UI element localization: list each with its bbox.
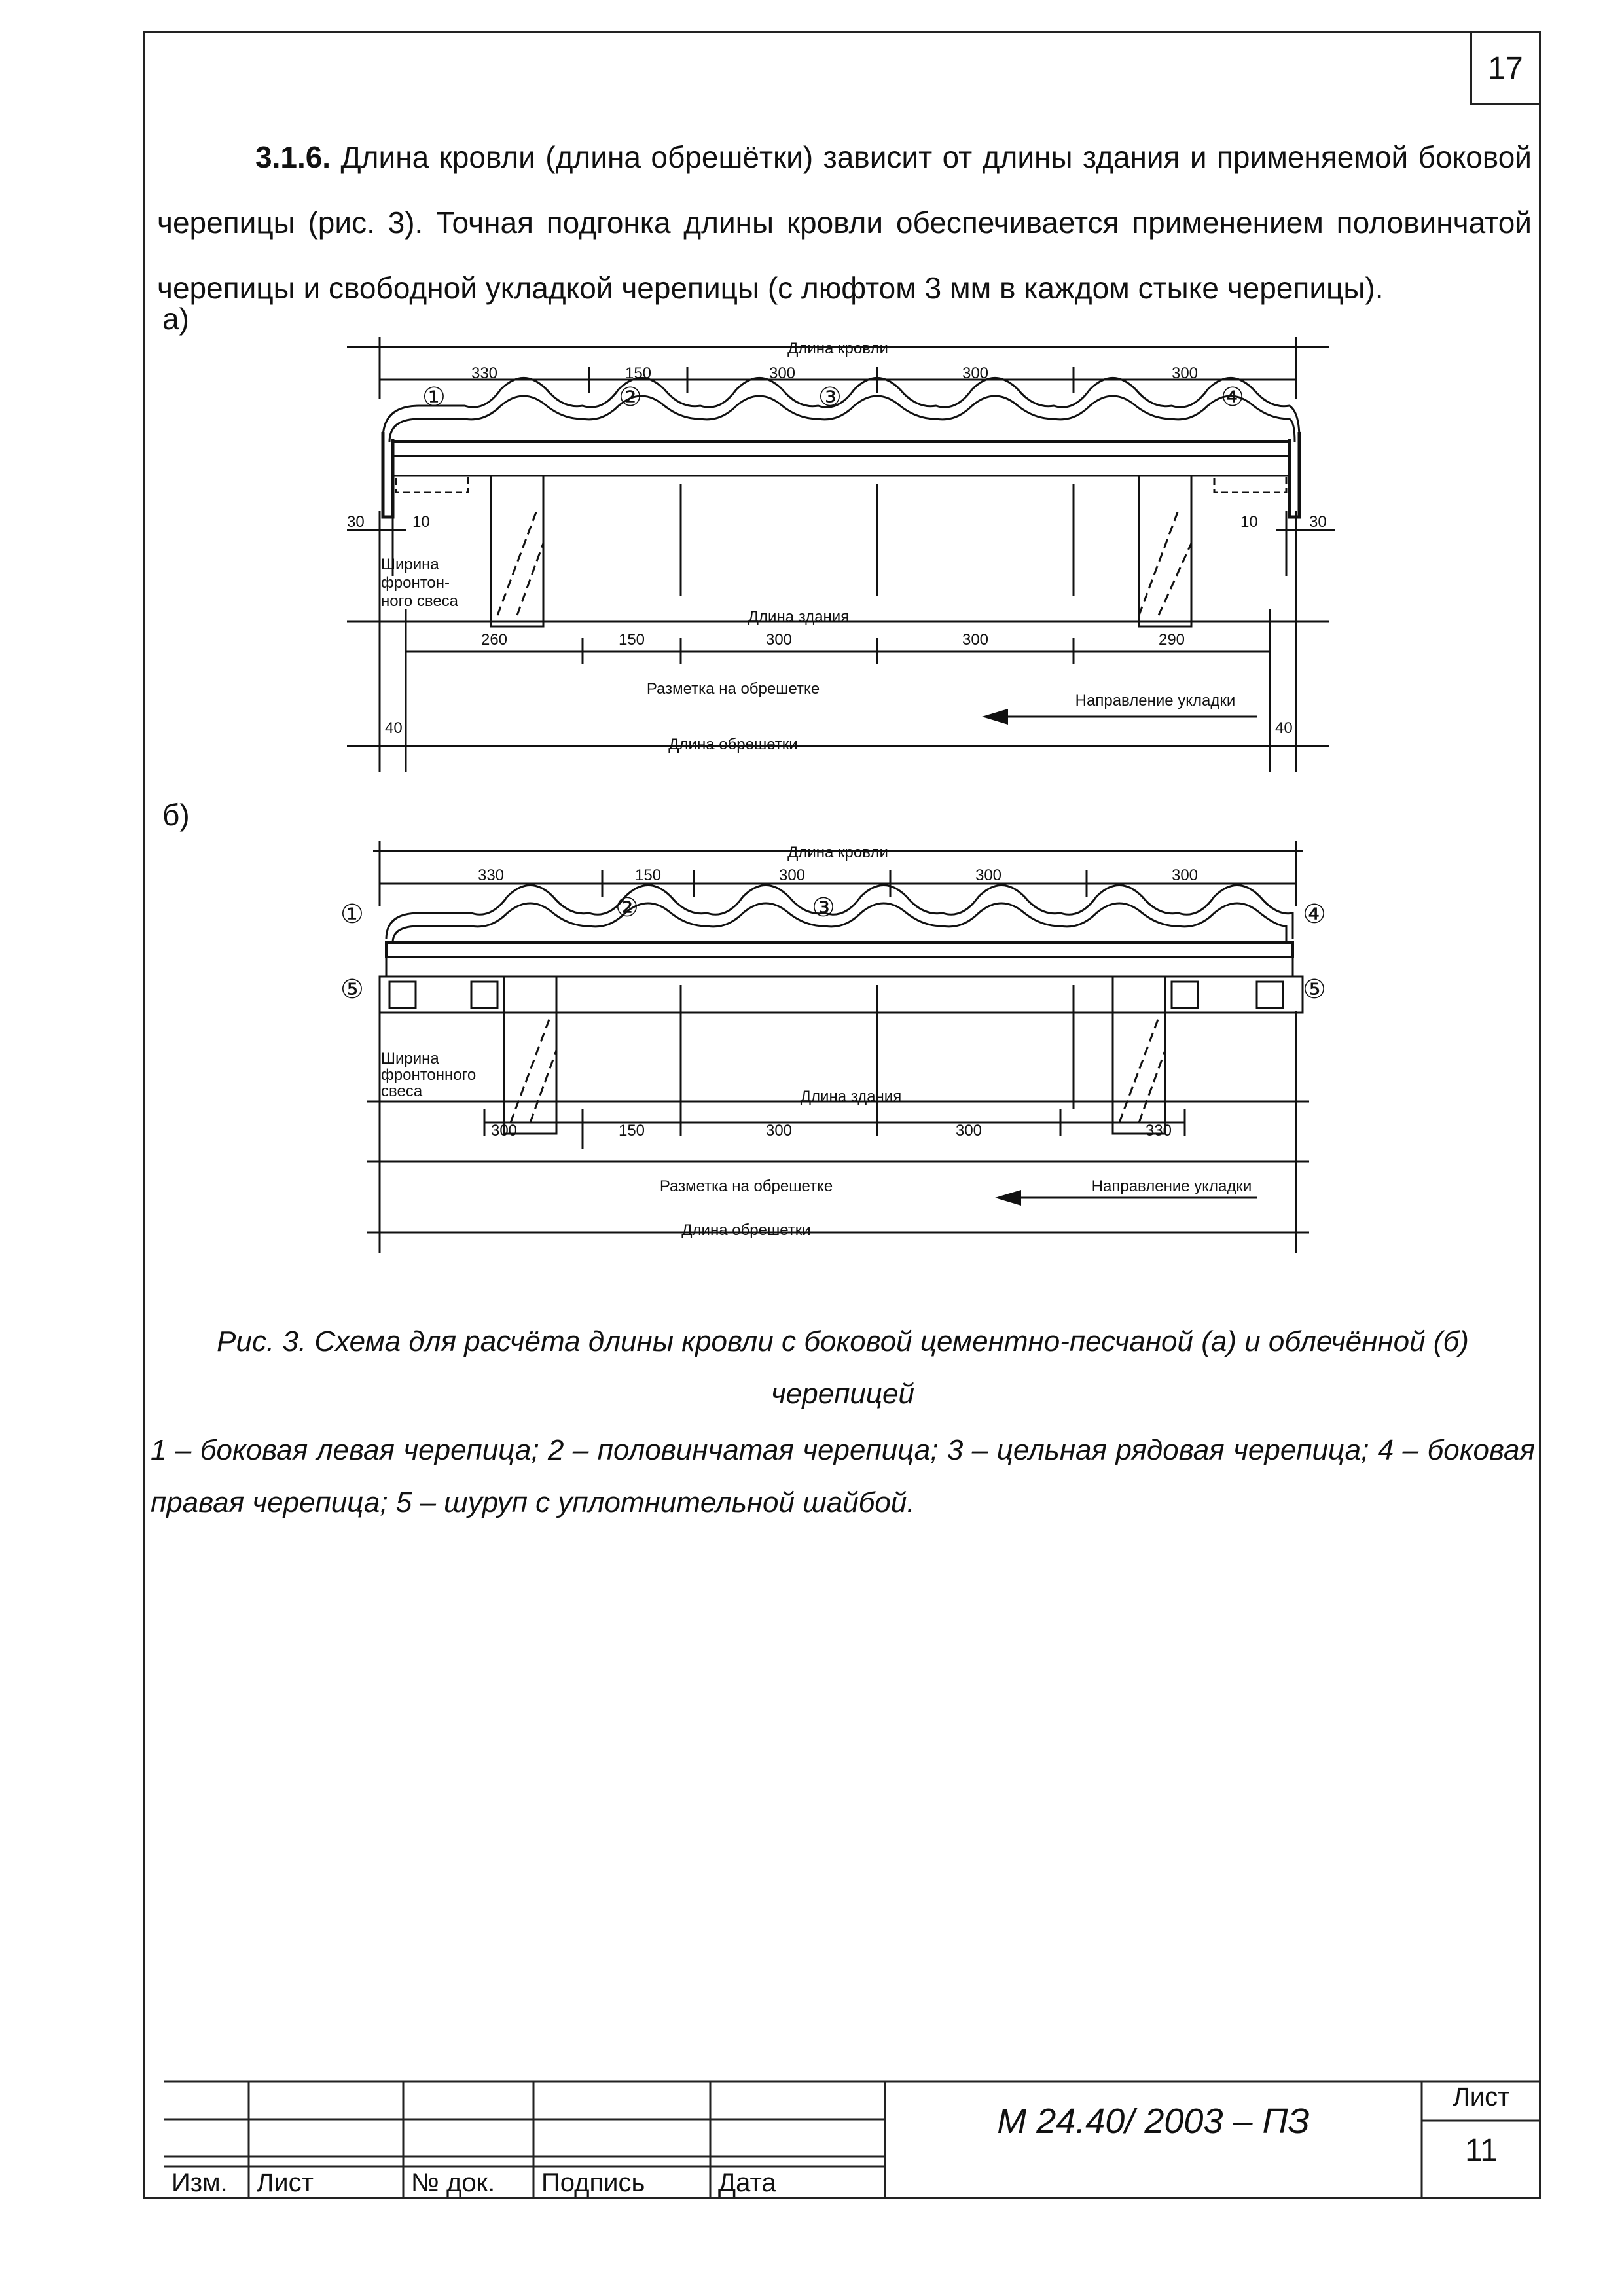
bottom-dim-a-3: 300 bbox=[765, 631, 793, 649]
figure-caption: Рис. 3. Схема для расчёта длины кровли с боковой цементно-песчаной (а) и облечённой (б) черепицей bbox=[217, 1325, 1469, 1410]
stamp-col-signature: Подпись bbox=[541, 2168, 645, 2197]
batten-marking-label-a: Разметка на обрешетке bbox=[646, 680, 820, 698]
overhang-label-a-2: фронтон- bbox=[381, 574, 450, 592]
top-dim-b-1: 330 bbox=[477, 867, 505, 884]
top-dim-b-3: 300 bbox=[778, 867, 806, 884]
marker-b-5-right: ⑤ bbox=[1303, 975, 1326, 1004]
paragraph-text: Длина кровли (длина обрешётки) зависит от длины здания и применяемой боковой черепицы (рис. 3). Точная подгонка длины кровли обеспечивается применением половинчатой черепицы и свободной укладкой черепицы (с люфтом 3 мм в каждом стыке черепицы). bbox=[157, 140, 1532, 305]
roof-length-label-a: Длина кровли bbox=[787, 340, 888, 357]
marker-b-2: ② bbox=[615, 893, 639, 922]
paragraph-number: 3.1.6. bbox=[255, 140, 331, 174]
top-dim-b-5: 300 bbox=[1171, 867, 1199, 884]
batten-marking-label-b: Разметка на обрешетке bbox=[659, 1177, 833, 1195]
bottom-dim-a-4: 300 bbox=[962, 631, 989, 649]
marker-a-1: ① bbox=[422, 383, 446, 412]
sheet-number: 11 bbox=[1465, 2133, 1498, 2168]
bottom-dim-a-1: 260 bbox=[480, 631, 508, 649]
top-dim-a-3: 300 bbox=[768, 365, 796, 382]
overhang-label-a-1: Ширина bbox=[381, 556, 439, 573]
marker-b-4: ④ bbox=[1303, 900, 1326, 929]
bottom-dim-b-3: 300 bbox=[765, 1122, 793, 1139]
marker-b-5-left: ⑤ bbox=[340, 975, 364, 1004]
top-dim-a-2: 150 bbox=[624, 365, 652, 382]
edge-dim-a-1: 40 bbox=[385, 719, 403, 737]
top-dim-a-4: 300 bbox=[962, 365, 989, 382]
top-dim-a-1: 330 bbox=[471, 365, 498, 382]
right-dim-a-2: 30 bbox=[1309, 513, 1327, 531]
marker-a-3: ③ bbox=[818, 383, 842, 412]
figure-b-label: б) bbox=[162, 798, 190, 832]
figure-legend: 1 – боковая левая черепица; 2 – половинчатая черепица; 3 – цельная рядовая черепица; 4 – боковая правая черепица; 5 – шуруп с уплотнительной шайбой. bbox=[151, 1434, 1535, 1518]
figure-a-label: а) bbox=[162, 302, 189, 336]
top-dim-b-4: 300 bbox=[975, 867, 1002, 884]
sheet-label: Лист bbox=[1453, 2083, 1510, 2111]
right-dim-a-1: 10 bbox=[1240, 513, 1258, 531]
overhang-label-a-3: ного свеса bbox=[381, 592, 459, 610]
stamp-col-doc-no: № док. bbox=[411, 2168, 496, 2197]
marker-a-2: ② bbox=[619, 383, 642, 412]
stamp-col-sheet: Лист bbox=[257, 2168, 314, 2197]
stamp-col-change: Изм. bbox=[171, 2168, 228, 2197]
page-number: 17 bbox=[1470, 31, 1541, 105]
bottom-dim-a-2: 150 bbox=[618, 631, 645, 649]
direction-label-b: Направление укладки bbox=[1091, 1177, 1252, 1195]
bottom-dim-b-4: 300 bbox=[955, 1122, 983, 1139]
building-length-label-b: Длина здания bbox=[800, 1088, 902, 1105]
bottom-dim-b-5: 330 bbox=[1145, 1122, 1172, 1139]
top-dim-a-5: 300 bbox=[1171, 365, 1199, 382]
edge-dim-a-2: 40 bbox=[1275, 719, 1293, 737]
batten-length-label-b: Длина обрешетки bbox=[681, 1221, 811, 1239]
marker-a-4: ④ bbox=[1221, 383, 1244, 412]
overhang-label-b-3: свеса bbox=[381, 1083, 423, 1100]
marker-b-1: ① bbox=[340, 900, 364, 929]
overhang-label-b-1: Ширина bbox=[381, 1050, 439, 1067]
left-dim-a-2: 10 bbox=[412, 513, 430, 531]
bottom-dim-b-1: 300 bbox=[490, 1122, 518, 1139]
roof-length-label-b: Длина кровли bbox=[787, 844, 888, 861]
direction-label-a: Направление укладки bbox=[1075, 692, 1236, 709]
stamp-col-date: Дата bbox=[718, 2168, 776, 2197]
bottom-dim-a-5: 290 bbox=[1158, 631, 1185, 649]
document-designation: М 24.40/ 2003 – ПЗ bbox=[997, 2102, 1310, 2141]
marker-b-3: ③ bbox=[812, 893, 835, 922]
batten-length-label-a: Длина обрешетки bbox=[668, 736, 798, 753]
building-length-label-a: Длина здания bbox=[748, 608, 850, 626]
top-dim-b-2: 150 bbox=[634, 867, 662, 884]
overhang-label-b-2: фронтонного bbox=[381, 1066, 477, 1084]
left-dim-a-1: 30 bbox=[347, 513, 365, 531]
bottom-dim-b-2: 150 bbox=[618, 1122, 645, 1139]
